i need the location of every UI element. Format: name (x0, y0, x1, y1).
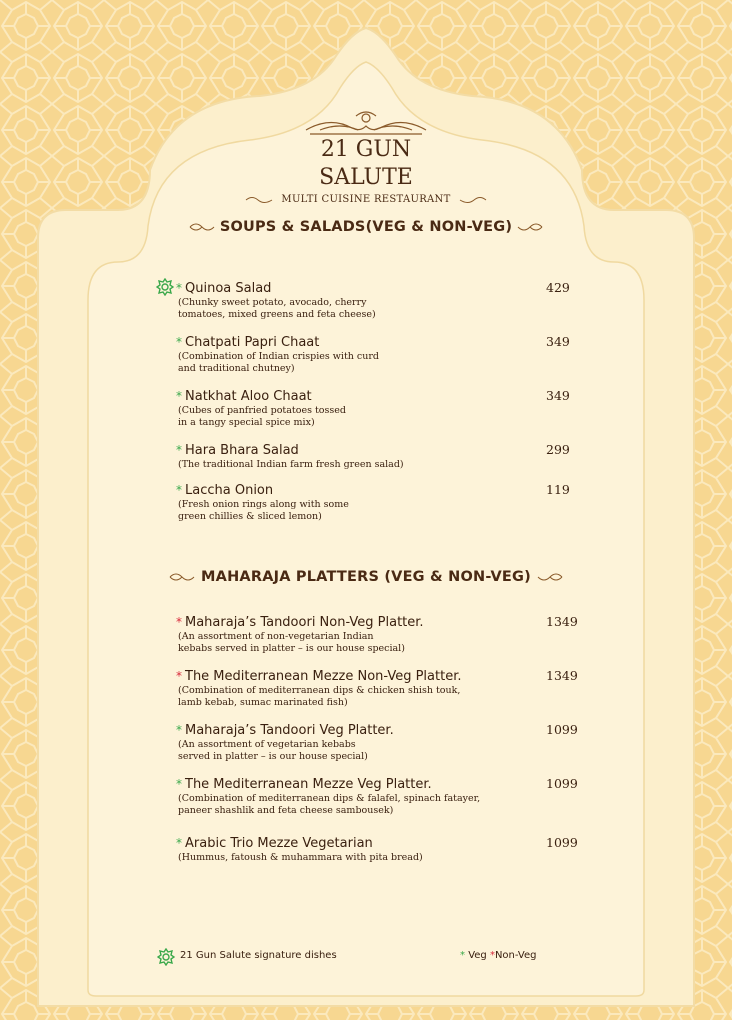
item-price: 429 (546, 280, 570, 295)
section-right-ornament-icon (536, 570, 564, 584)
nonveg-marker-icon: * (176, 615, 182, 629)
item-price: 1099 (546, 776, 578, 791)
legend-nonveg-label: Non-Veg (494, 950, 537, 961)
veg-marker-icon: * (176, 389, 182, 403)
menu-item (176, 442, 596, 471)
item-description: lamb kebab, sumac marinated fish) (178, 697, 348, 708)
item-description: (Combination of Indian crispies with curd (178, 351, 379, 362)
item-name: Laccha Onion (185, 483, 274, 498)
item-description: (Hummus, fatoush & muhammara with pita bread) (178, 852, 423, 863)
item-description: (Fresh onion rings along with some (178, 499, 349, 510)
restaurant-name-line2: SALUTE (319, 165, 413, 190)
section-title-maharaja-platters: MAHARAJA PLATTERS (VEG & NON-VEG) (201, 569, 531, 585)
menu-item (176, 280, 596, 321)
item-name: Maharaja’s Tandoori Non-Veg Platter. (185, 615, 424, 630)
item-price: 119 (546, 482, 570, 497)
nonveg-marker-icon: * (176, 669, 182, 683)
item-price: 299 (546, 442, 570, 457)
restaurant-name (0, 136, 732, 192)
tagline-right-ornament-icon (458, 195, 488, 205)
item-description: (An assortment of vegetarian kebabs (178, 739, 356, 750)
item-price: 1099 (546, 835, 578, 850)
section-right-ornament-icon (516, 220, 544, 234)
legend-signature-label: 21 Gun Salute signature dishes (180, 950, 337, 961)
item-price: 1099 (546, 722, 578, 737)
veg-marker-icon: * (176, 335, 182, 349)
item-name: Quinoa Salad (185, 281, 272, 296)
veg-marker-icon: * (176, 483, 182, 497)
item-name: Maharaja’s Tandoori Veg Platter. (185, 723, 394, 738)
item-name: Chatpati Papri Chaat (185, 335, 320, 350)
item-description: green chillies & sliced lemon) (178, 511, 322, 522)
item-description: served in platter – is our house special) (178, 751, 368, 762)
menu-item (176, 388, 596, 429)
item-description: paneer shashlik and feta cheese sambousek) (178, 805, 394, 816)
restaurant-tagline: MULTI CUISINE RESTAURANT (281, 194, 451, 205)
item-price: 349 (546, 334, 570, 349)
section-title-soups-salads: SOUPS & SALADS(VEG & NON-VEG) (219, 219, 513, 235)
item-description: in a tangy special spice mix) (178, 417, 315, 428)
item-description: (Chunky sweet potato, avocado, cherry (178, 297, 367, 308)
menu-item (176, 482, 596, 523)
item-name: The Mediterranean Mezze Non-Veg Platter. (185, 669, 462, 684)
item-description: tomatoes, mixed greens and feta cheese) (178, 309, 376, 320)
menu-item (176, 668, 596, 709)
item-name: The Mediterranean Mezze Veg Platter. (185, 777, 432, 792)
menu-item (176, 776, 596, 817)
legend-veg-label: Veg (468, 950, 487, 961)
veg-marker-icon: * (176, 443, 182, 457)
menu-item (176, 722, 596, 763)
item-name: Hara Bhara Salad (185, 443, 299, 458)
menu-item (176, 614, 596, 655)
legend-veg-marker-icon: * (460, 950, 465, 961)
legend-nonveg-marker-icon: * (489, 950, 495, 961)
item-price: 1349 (546, 614, 578, 629)
menu-item (176, 835, 596, 864)
item-description: (Combination of mediterranean dips & chicken shish touk, (178, 685, 461, 696)
item-description: (The traditional Indian farm fresh green salad) (178, 459, 404, 470)
signature-dish-icon (156, 278, 174, 296)
item-description: (Combination of mediterranean dips & falafel, spinach fatayer, (178, 793, 481, 804)
item-description: kebabs served in platter – is our house special) (178, 643, 405, 654)
menu-item (176, 334, 596, 375)
item-name: Arabic Trio Mezze Vegetarian (185, 836, 373, 851)
item-description: (An assortment of non-vegetarian Indian (178, 631, 374, 642)
veg-marker-icon: * (176, 777, 182, 791)
crest-ornament-icon (300, 108, 432, 138)
item-price: 1349 (546, 668, 578, 683)
restaurant-name-line1: 21 GUN (320, 137, 412, 162)
veg-marker-icon: * (176, 836, 182, 850)
item-price: 349 (546, 388, 570, 403)
veg-marker-icon: * (176, 281, 182, 295)
item-name: Natkhat Aloo Chaat (185, 389, 312, 404)
legend-signature-icon (157, 948, 175, 966)
legend-diet-key (460, 950, 536, 961)
veg-marker-icon: * (176, 723, 182, 737)
item-description: (Cubes of panfried potatoes tossed (178, 405, 346, 416)
item-description: and traditional chutney) (178, 363, 295, 374)
